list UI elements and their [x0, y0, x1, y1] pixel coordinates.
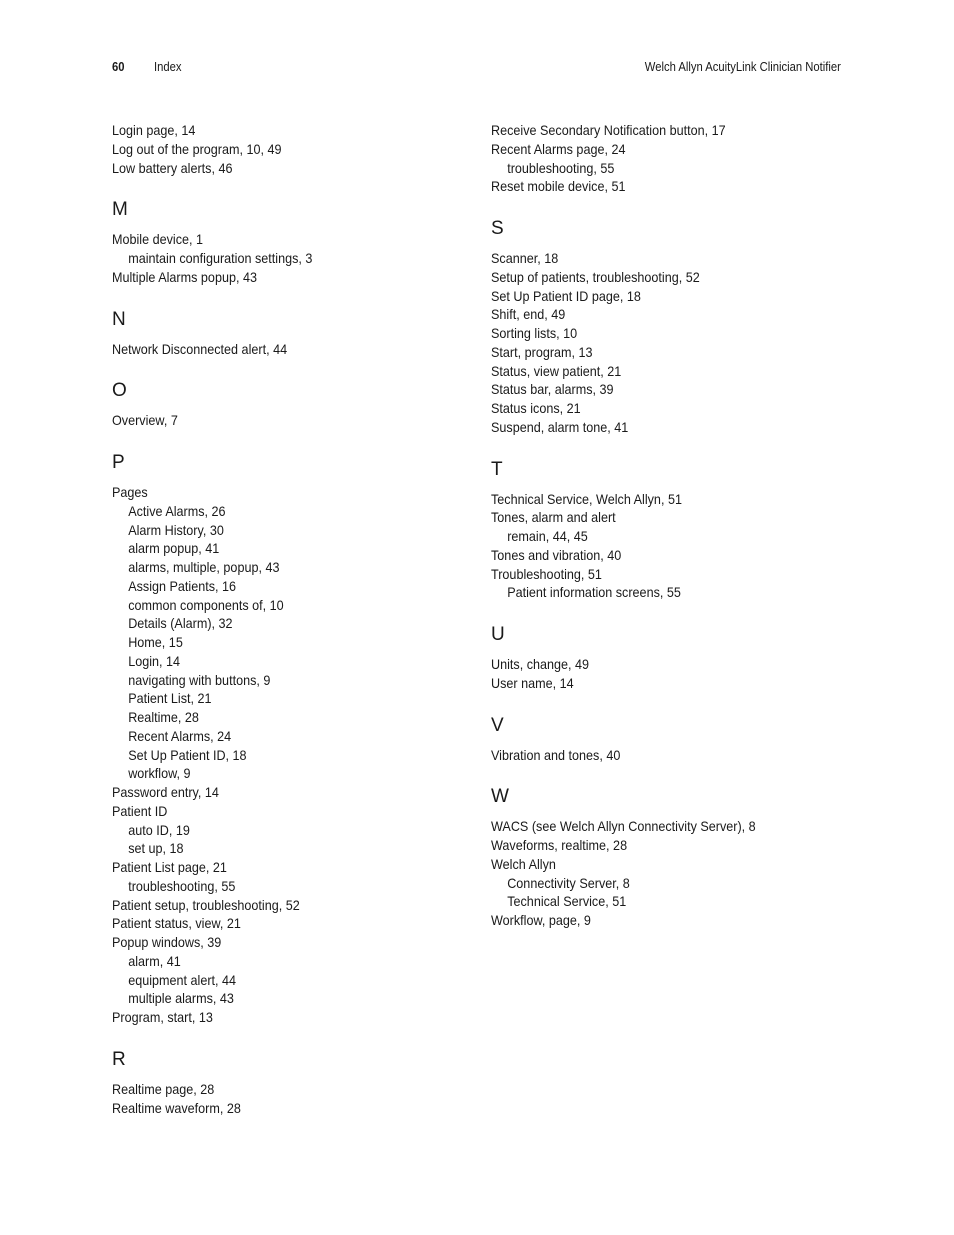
- index-group: [112, 1049, 492, 1118]
- index-entry: Units, change, 49: [491, 656, 590, 672]
- section-title: Index: [154, 60, 182, 74]
- index-group: [112, 380, 492, 430]
- index-entry: Status, view patient, 21: [491, 362, 622, 379]
- index-subentry: common components of, 10: [128, 596, 284, 613]
- index-subentry: Active Alarms, 26: [128, 502, 226, 519]
- index-entry: Realtime waveform, 28: [112, 1099, 241, 1116]
- index-letter-heading: O: [112, 380, 127, 402]
- index-entry: Overview, 7: [112, 412, 178, 429]
- index-subentry: Home, 15: [128, 634, 183, 650]
- index-entry: WACS (see Welch Allyn Connectivity Server), 8: [491, 818, 756, 835]
- index-group: [491, 715, 871, 765]
- index-subentry: Connectivity Server, 8: [507, 874, 630, 891]
- index-entry: Workflow, page, 9: [491, 912, 591, 928]
- index-entry: Start, program, 13: [491, 343, 593, 360]
- index-subentry: workflow, 9: [128, 765, 191, 782]
- index-subentry: navigating with buttons, 9: [128, 671, 271, 688]
- index-subentry: alarm, 41: [128, 952, 181, 969]
- index-entry: Mobile device, 1: [112, 231, 204, 248]
- index-entry: Welch Allyn: [491, 855, 556, 872]
- index-column-left: [112, 121, 492, 1117]
- index-subentry: Details (Alarm), 32: [128, 615, 233, 632]
- page-number: 60: [112, 60, 125, 74]
- index-letter-heading: P: [112, 452, 125, 473]
- index-subentry: Alarm History, 30: [128, 521, 224, 538]
- index-entry: Set Up Patient ID page, 18: [491, 287, 641, 304]
- index-entry: Setup of patients, troubleshooting, 52: [491, 268, 700, 285]
- index-letter-heading: M: [112, 199, 128, 221]
- index-letter-heading: N: [112, 308, 126, 330]
- index-subentry: Login, 14: [128, 652, 181, 669]
- index-letter-heading: R: [112, 1048, 126, 1070]
- index-entry: Status bar, alarms, 39: [491, 381, 614, 398]
- index-subentry: Technical Service, 51: [507, 893, 627, 910]
- index-entry: Pages: [112, 484, 148, 500]
- index-entry: Waveforms, realtime, 28: [491, 837, 628, 853]
- index-entry: Suspend, alarm tone, 41: [491, 418, 629, 435]
- index-entry: Troubleshooting, 51: [491, 565, 602, 582]
- index-group: [112, 309, 492, 359]
- index-subentry: set up, 18: [128, 840, 184, 857]
- index-subentry: Realtime, 28: [128, 709, 199, 725]
- index-entry: User name, 14: [491, 674, 574, 691]
- index-entry: Log out of the program, 10, 49: [112, 140, 282, 157]
- index-letter-heading: W: [491, 786, 509, 808]
- index-letter-heading: V: [491, 714, 504, 736]
- index-entry: Tones, alarm and alert: [491, 509, 616, 526]
- index-subentry: multiple alarms, 43: [128, 990, 234, 1007]
- index-group: [112, 121, 492, 177]
- index-entry: Login page, 14: [112, 122, 196, 138]
- index-subentry: Assign Patients, 16: [128, 577, 237, 594]
- index-group: [112, 452, 492, 1027]
- document-title: Welch Allyn AcuityLink Clinician Notifier: [644, 60, 841, 74]
- index-entry: Program, start, 13: [112, 1009, 213, 1025]
- index-column-right: [491, 121, 871, 930]
- index-entry: Patient ID: [112, 802, 168, 819]
- index-letter-heading: S: [491, 218, 504, 239]
- index-subentry: alarms, multiple, popup, 43: [128, 559, 280, 575]
- index-subentry: Set Up Patient ID, 18: [128, 746, 247, 763]
- index-group: [491, 121, 871, 196]
- index-subentry: auto ID, 19: [128, 821, 190, 838]
- index-entry: Patient List page, 21: [112, 859, 227, 875]
- index-entry: Realtime page, 28: [112, 1080, 215, 1097]
- index-entry: Reset mobile device, 51: [491, 178, 626, 195]
- index-subentry: Recent Alarms, 24: [128, 727, 232, 744]
- index-subentry: remain, 44, 45: [507, 528, 588, 544]
- index-entry: Status icons, 21: [491, 400, 581, 416]
- index-subentry: alarm popup, 41: [128, 540, 220, 557]
- index-entry: Password entry, 14: [112, 784, 219, 800]
- index-entry: Tones and vibration, 40: [491, 546, 622, 563]
- index-entry: Technical Service, Welch Allyn, 51: [491, 490, 682, 507]
- index-group: [112, 199, 492, 286]
- index-group: [491, 624, 871, 693]
- index-entry: Low battery alerts, 46: [112, 159, 233, 176]
- index-subentry: Patient List, 21: [128, 690, 212, 707]
- index-group: [491, 459, 871, 603]
- index-entry: Network Disconnected alert, 44: [112, 340, 288, 357]
- index-entry: Patient status, view, 21: [112, 915, 241, 932]
- index-entry: Shift, end, 49: [491, 306, 566, 323]
- index-subentry: Patient information screens, 55: [507, 584, 681, 601]
- index-entry: Multiple Alarms popup, 43: [112, 268, 257, 285]
- index-entry: Recent Alarms page, 24: [491, 140, 626, 157]
- index-group: [491, 218, 871, 437]
- index-entry: Sorting lists, 10: [491, 325, 578, 341]
- index-subentry: equipment alert, 44: [128, 971, 237, 988]
- index-subentry: maintain configuration settings, 3: [128, 250, 313, 266]
- index-subentry: troubleshooting, 55: [128, 877, 236, 894]
- index-entry: Patient setup, troubleshooting, 52: [112, 896, 300, 913]
- index-entry: Vibration and tones, 40: [491, 746, 621, 763]
- index-letter-heading: T: [491, 458, 503, 480]
- index-entry: Receive Secondary Notification button, 17: [491, 122, 726, 138]
- index-entry: Popup windows, 39: [112, 934, 222, 950]
- index-letter-heading: U: [491, 624, 505, 645]
- index-entry: Scanner, 18: [491, 250, 559, 266]
- index-group: [491, 786, 871, 930]
- index-subentry: troubleshooting, 55: [507, 159, 615, 176]
